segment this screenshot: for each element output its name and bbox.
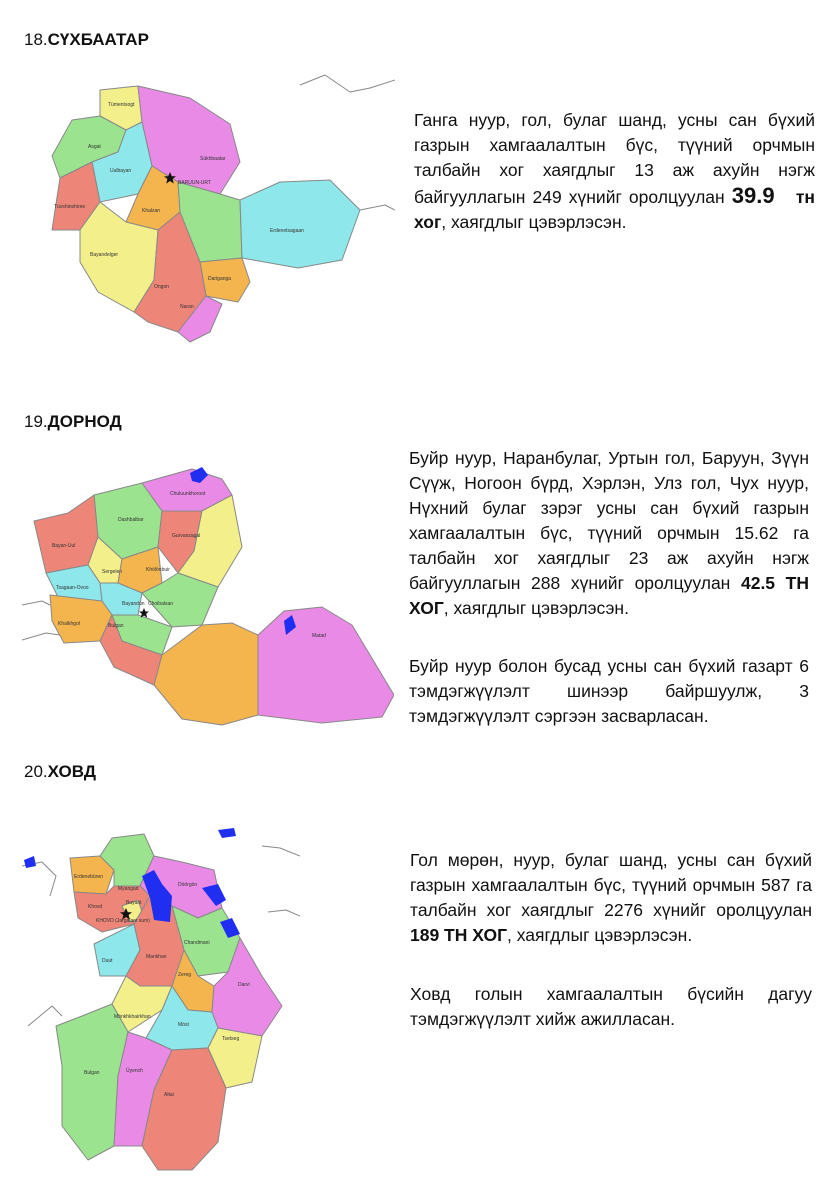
section-heading-18 [24,30,149,50]
svg-text:Tüvshinshiree: Tüvshinshiree [54,204,86,210]
section-number: 20. [24,762,48,781]
svg-text:Bayan-Uul: Bayan-Uul [52,543,76,549]
svg-text:Chandmani: Chandmani [184,940,210,946]
svg-text:Tümentsogt: Tümentsogt [108,102,135,108]
svg-text:Gurvanzagal: Gurvanzagal [172,533,201,539]
svg-text:Sergelen: Sergelen [102,569,123,575]
svg-text:Bayandelger: Bayandelger [90,252,119,258]
section-name: ХОВД [47,762,96,781]
svg-text:Möst: Möst [178,1022,189,1028]
svg-text:Erdenetsagaan: Erdenetsagaan [270,228,304,234]
section-number: 18. [24,30,48,49]
svg-text:Mankhan: Mankhan [146,954,167,960]
svg-text:Asgat: Asgat [88,144,101,150]
svg-text:Dashbalbar: Dashbalbar [118,517,144,523]
svg-text:Matad: Matad [312,633,326,639]
svg-text:Choibalsan: Choibalsan [148,601,174,607]
svg-text:Sükhbaatar: Sükhbaatar [200,156,226,162]
section-18-paragraph: Ганга нуур, гол, булаг шанд, усны сан бүхий газрын хамгаалалтын бүс, түүний орчмын талбайн хог хаягдлыг 13 аж ахуйн нэгж байгууллагын 249 хүнийг оролцуулан 39.9 тн хог, хаягдлыг цэвэрлэсэн. [414,110,815,232]
district-khalkhgol [154,623,258,725]
svg-text:Khölönbuir: Khölönbuir [146,567,170,573]
svg-text:KHOVD (Jargalant sum): KHOVD (Jargalant sum) [96,918,150,924]
svg-text:Duut: Duut [102,958,113,964]
section-name: СҮХБААТАР [47,30,149,49]
svg-text:Mönkhkhairkhan: Mönkhkhairkhan [114,1014,151,1020]
svg-text:Altai: Altai [164,1092,174,1098]
svg-text:BARUUN-URT: BARUUN-URT [178,180,211,186]
svg-text:Döörgön: Döörgön [178,882,198,888]
svg-text:Tsetseg: Tsetseg [222,1036,240,1042]
svg-text:Darvi: Darvi [238,982,250,988]
map-dornod [22,455,394,740]
district-erdenetsagaan [240,180,360,268]
svg-text:Chuluunkhoroot: Chuluunkhoroot [170,491,206,497]
section-heading-20 [24,762,96,782]
svg-text:Tsagaan-Ovoo: Tsagaan-Ovoo [56,585,89,591]
section-20-paragraph-1: Гол мөрөн, нуур, булаг шанд, усны сан бүхий газрын хамгаалалтын бүс, түүний орчмын 587 га талбайн хог хаягдлыг 2276 хүнийг оролцуулан 189 ТН ХОГ, хаягдлыг цэвэрлэсэн. [410,850,812,945]
svg-text:Bayandun: Bayandun [122,601,145,607]
svg-text:Ongon: Ongon [154,284,170,290]
svg-text:Myangad: Myangad [118,886,139,892]
svg-text:Khalkhgol: Khalkhgol [58,621,80,627]
district-matad [258,607,394,723]
svg-text:Khalzan: Khalzan [142,208,161,214]
map-sukhbaatar [30,70,395,350]
svg-text:Üyench: Üyench [126,1068,143,1074]
svg-text:Bulgan: Bulgan [108,623,124,629]
svg-text:Zereg: Zereg [178,972,192,978]
section-19-paragraph-1: Буйр нуур, Наранбулаг, Уртын гол, Баруун, Зүүн Сүүж, Ногоон бүрд, Хэрлэн, Улз гол, Чух нуур, Нүхний булаг зэрэг усны сан бүхий газрын хамгаалалтын бүс, түүний орчмын 15.62 га талбайн хог хаягдлыг 23 аж ахуйн нэгж байгууллагын 288 хүнийг оролцуулан 42.5 ТН ХОГ, хаягдлыг цэвэрлэсэн. [409,448,809,618]
section-heading-19 [24,412,122,432]
svg-text:Dariganga: Dariganga [208,276,232,282]
map-khovd [22,826,300,1176]
svg-text:Bulgan: Bulgan [84,1070,100,1076]
lake [24,856,36,868]
section-number: 19. [24,412,48,431]
section-name: ДОРНОД [47,412,122,431]
svg-text:Erdenebüren: Erdenebüren [74,874,103,880]
svg-text:Khovd: Khovd [88,904,103,910]
svg-text:Uulbayan: Uulbayan [110,168,132,174]
lake [218,828,236,838]
section-20-paragraph-2: Ховд голын хамгаалалтын бүсийн дагуу тэмдэгжүүлэлт хийж ажилласан. [410,984,812,1029]
district-bayan-uul [34,495,98,573]
section-19-paragraph-2: Буйр нуур болон бусад усны сан бүхий газарт 6 тэмдэгжүүлэлт шинээр байршуулж, 3 тэмдэгжүүлэлт сэргээн засварласан. [409,656,809,726]
svg-text:Naran: Naran [180,304,194,310]
svg-text:Buyant: Buyant [126,900,142,906]
